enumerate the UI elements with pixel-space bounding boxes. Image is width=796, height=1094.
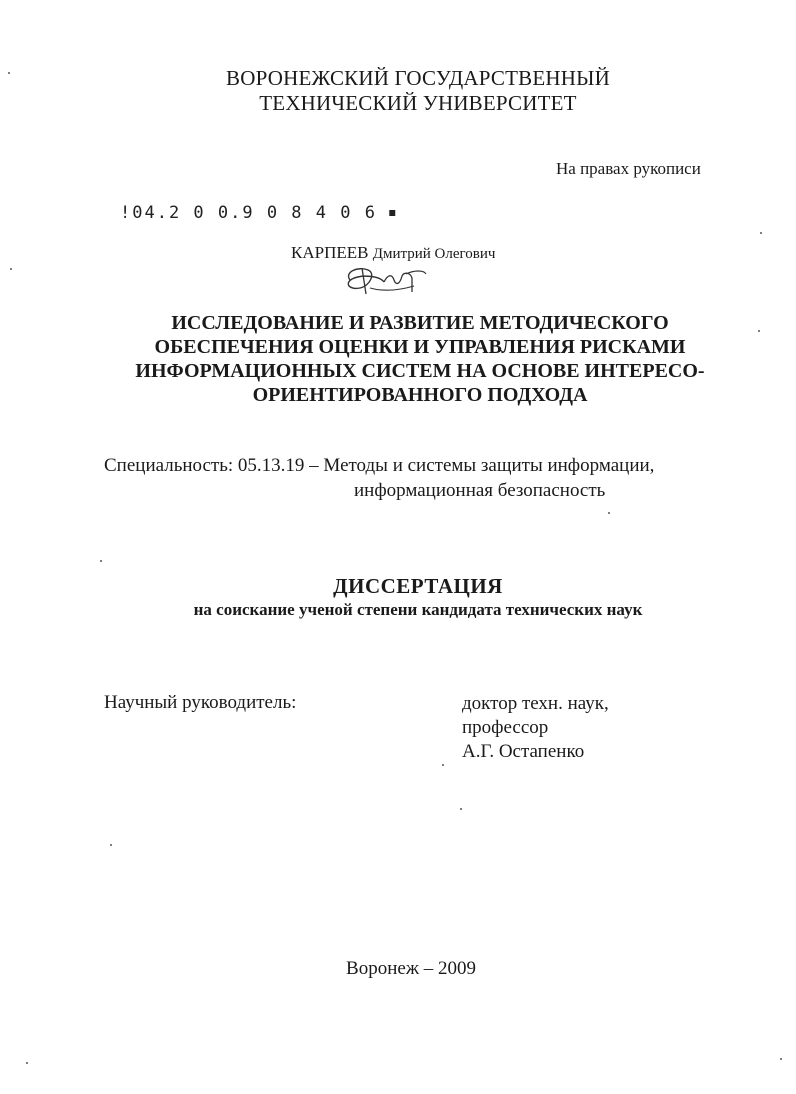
stamp-mark-icon: ■ xyxy=(389,207,398,219)
scan-speck xyxy=(8,72,10,74)
author-name xyxy=(291,243,495,263)
thesis-title-line-1: ИССЛЕДОВАНИЕ И РАЗВИТИЕ МЕТОДИЧЕСКОГО xyxy=(171,312,669,334)
thesis-title-line-2: ОБЕСПЕЧЕНИЯ ОЦЕНКИ И УПРАВЛЕНИЯ РИСКАМИ xyxy=(154,336,686,358)
dissertation-subheading: на соискание ученой степени кандидата технических наук xyxy=(193,600,643,619)
dissertation-heading: ДИССЕРТАЦИЯ xyxy=(333,574,503,598)
signature-icon xyxy=(340,262,430,298)
supervisor-name: А.Г. Остапенко xyxy=(462,741,585,762)
scan-speck xyxy=(26,1062,28,1064)
scan-speck xyxy=(460,808,462,810)
scan-speck xyxy=(100,560,102,562)
supervisor-degree: доктор техн. наук, xyxy=(462,693,609,714)
supervisor-info xyxy=(462,692,609,764)
university-name xyxy=(0,66,796,116)
scan-speck xyxy=(760,232,762,234)
thesis-title xyxy=(80,311,760,407)
university-line-1: ВОРОНЕЖСКИЙ ГОСУДАРСТВЕННЫЙ xyxy=(226,66,610,90)
document-number-stamp xyxy=(120,203,397,223)
thesis-title-line-3: ИНФОРМАЦИОННЫХ СИСТЕМ НА ОСНОВЕ ИНТЕРЕСО- xyxy=(135,360,705,382)
university-line-2: ТЕХНИЧЕСКИЙ УНИВЕРСИТЕТ xyxy=(259,91,577,115)
scan-speck xyxy=(608,512,610,514)
author-surname: КАРПЕЕВ xyxy=(291,243,369,262)
supervisor-label: Научный руководитель: xyxy=(104,692,297,713)
scan-speck xyxy=(780,1058,782,1060)
scan-speck xyxy=(10,268,12,270)
scan-speck xyxy=(110,844,112,846)
thesis-title-line-4: ОРИЕНТИРОВАННОГО ПОДХОДА xyxy=(252,384,588,406)
specialty-line-2: информационная безопасность xyxy=(354,480,606,501)
document-number: !04.2 0 0.9 0 8 4 0 6 xyxy=(120,203,377,223)
supervisor-title: профессор xyxy=(462,717,549,738)
manuscript-note: На правах рукописи xyxy=(556,159,701,178)
scan-speck xyxy=(758,330,760,332)
specialty xyxy=(104,453,654,503)
scan-speck xyxy=(442,764,444,766)
author-given-names: Дмитрий Олегович xyxy=(372,246,496,262)
city-year: Воронеж – 2009 xyxy=(346,958,476,979)
specialty-line-1: Специальность: 05.13.19 – Методы и системы защиты информации, xyxy=(104,455,655,476)
